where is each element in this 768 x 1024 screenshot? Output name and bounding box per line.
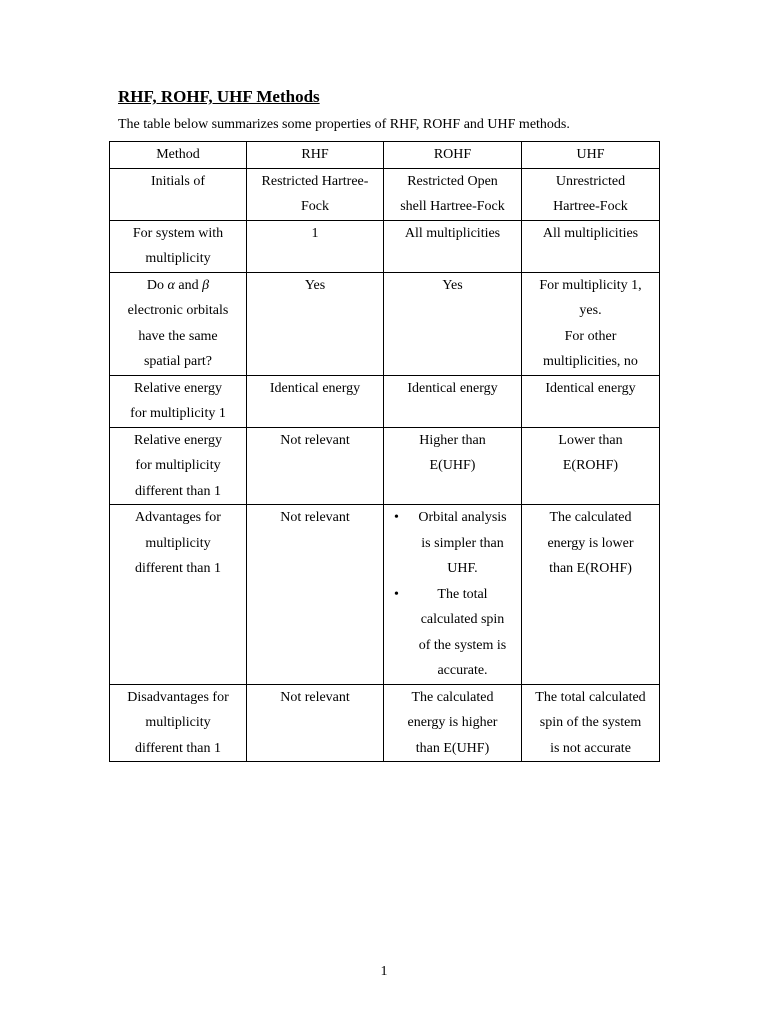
header-method: Method [110, 142, 247, 169]
cell-uhf-disadvantages: The total calculated spin of the system is not accurate [522, 684, 660, 762]
row-label-energy-other: Relative energy for multiplicity different than 1 [110, 427, 247, 505]
row-label-multiplicity: For system with multiplicity [110, 220, 247, 272]
header-rhf: RHF [247, 142, 384, 169]
cell-uhf-energy-mult1: Identical energy [522, 375, 660, 427]
list-item: • The total calculated spin of the system is accurate. [388, 582, 517, 684]
cell-rohf-energy-mult1: Identical energy [384, 375, 522, 427]
comparison-table [109, 141, 660, 762]
cell-rohf-orbitals: Yes [384, 272, 522, 375]
alpha-symbol: α [167, 277, 175, 293]
cell-rohf-disadvantages: The calculated energy is higher than E(UHF) [384, 684, 522, 762]
beta-symbol: β [202, 277, 210, 293]
cell-rohf-multiplicity: All multiplicities [384, 220, 522, 272]
cell-uhf-advantages: The calculated energy is lower than E(ROHF) [522, 505, 660, 685]
table-row-energy-other [110, 427, 660, 505]
cell-rohf-initials: Restricted Open shell Hartree-Fock [384, 168, 522, 220]
row-label-energy-mult1: Relative energy for multiplicity 1 [110, 375, 247, 427]
table-row-disadvantages [110, 684, 660, 762]
cell-rhf-disadvantages: Not relevant [247, 684, 384, 762]
list-item: • Orbital analysis is simpler than UHF. [388, 505, 517, 582]
cell-rhf-energy-other: Not relevant [247, 427, 384, 505]
table-row-orbitals [110, 272, 660, 375]
table-row-initials [110, 168, 660, 220]
cell-rohf-advantages [384, 505, 522, 685]
table-row-energy-mult1 [110, 375, 660, 427]
table-row-multiplicity [110, 220, 660, 272]
row-label-advantages: Advantages for multiplicity different than 1 [110, 505, 247, 685]
cell-uhf-energy-other: Lower than E(ROHF) [522, 427, 660, 505]
table-row-advantages [110, 505, 660, 685]
row-label-initials: Initials of [110, 168, 247, 220]
cell-rhf-orbitals: Yes [247, 272, 384, 375]
cell-rhf-energy-mult1: Identical energy [247, 375, 384, 427]
cell-uhf-multiplicity: All multiplicities [522, 220, 660, 272]
intro-paragraph: The table below summarizes some properties of RHF, ROHF and UHF methods. [118, 117, 570, 132]
row-label-disadvantages: Disadvantages for multiplicity different than 1 [110, 684, 247, 762]
rohf-advantages-list [388, 505, 517, 684]
cell-uhf-initials: Unrestricted Hartree-Fock [522, 168, 660, 220]
cell-uhf-orbitals: For multiplicity 1, yes. For other multiplicities, no [522, 272, 660, 375]
row-label-orbitals: Do α and β electronic orbitals have the same spatial part? [110, 272, 247, 375]
cell-rhf-initials: Restricted Hartree- Fock [247, 168, 384, 220]
page-number: 1 [380, 964, 388, 979]
table-header-row [110, 142, 660, 169]
cell-rohf-energy-other: Higher than E(UHF) [384, 427, 522, 505]
document-title: RHF, ROHF, UHF Methods [118, 87, 320, 106]
cell-rhf-multiplicity: 1 [247, 220, 384, 272]
cell-rhf-advantages: Not relevant [247, 505, 384, 685]
header-rohf: ROHF [384, 142, 522, 169]
header-uhf: UHF [522, 142, 660, 169]
